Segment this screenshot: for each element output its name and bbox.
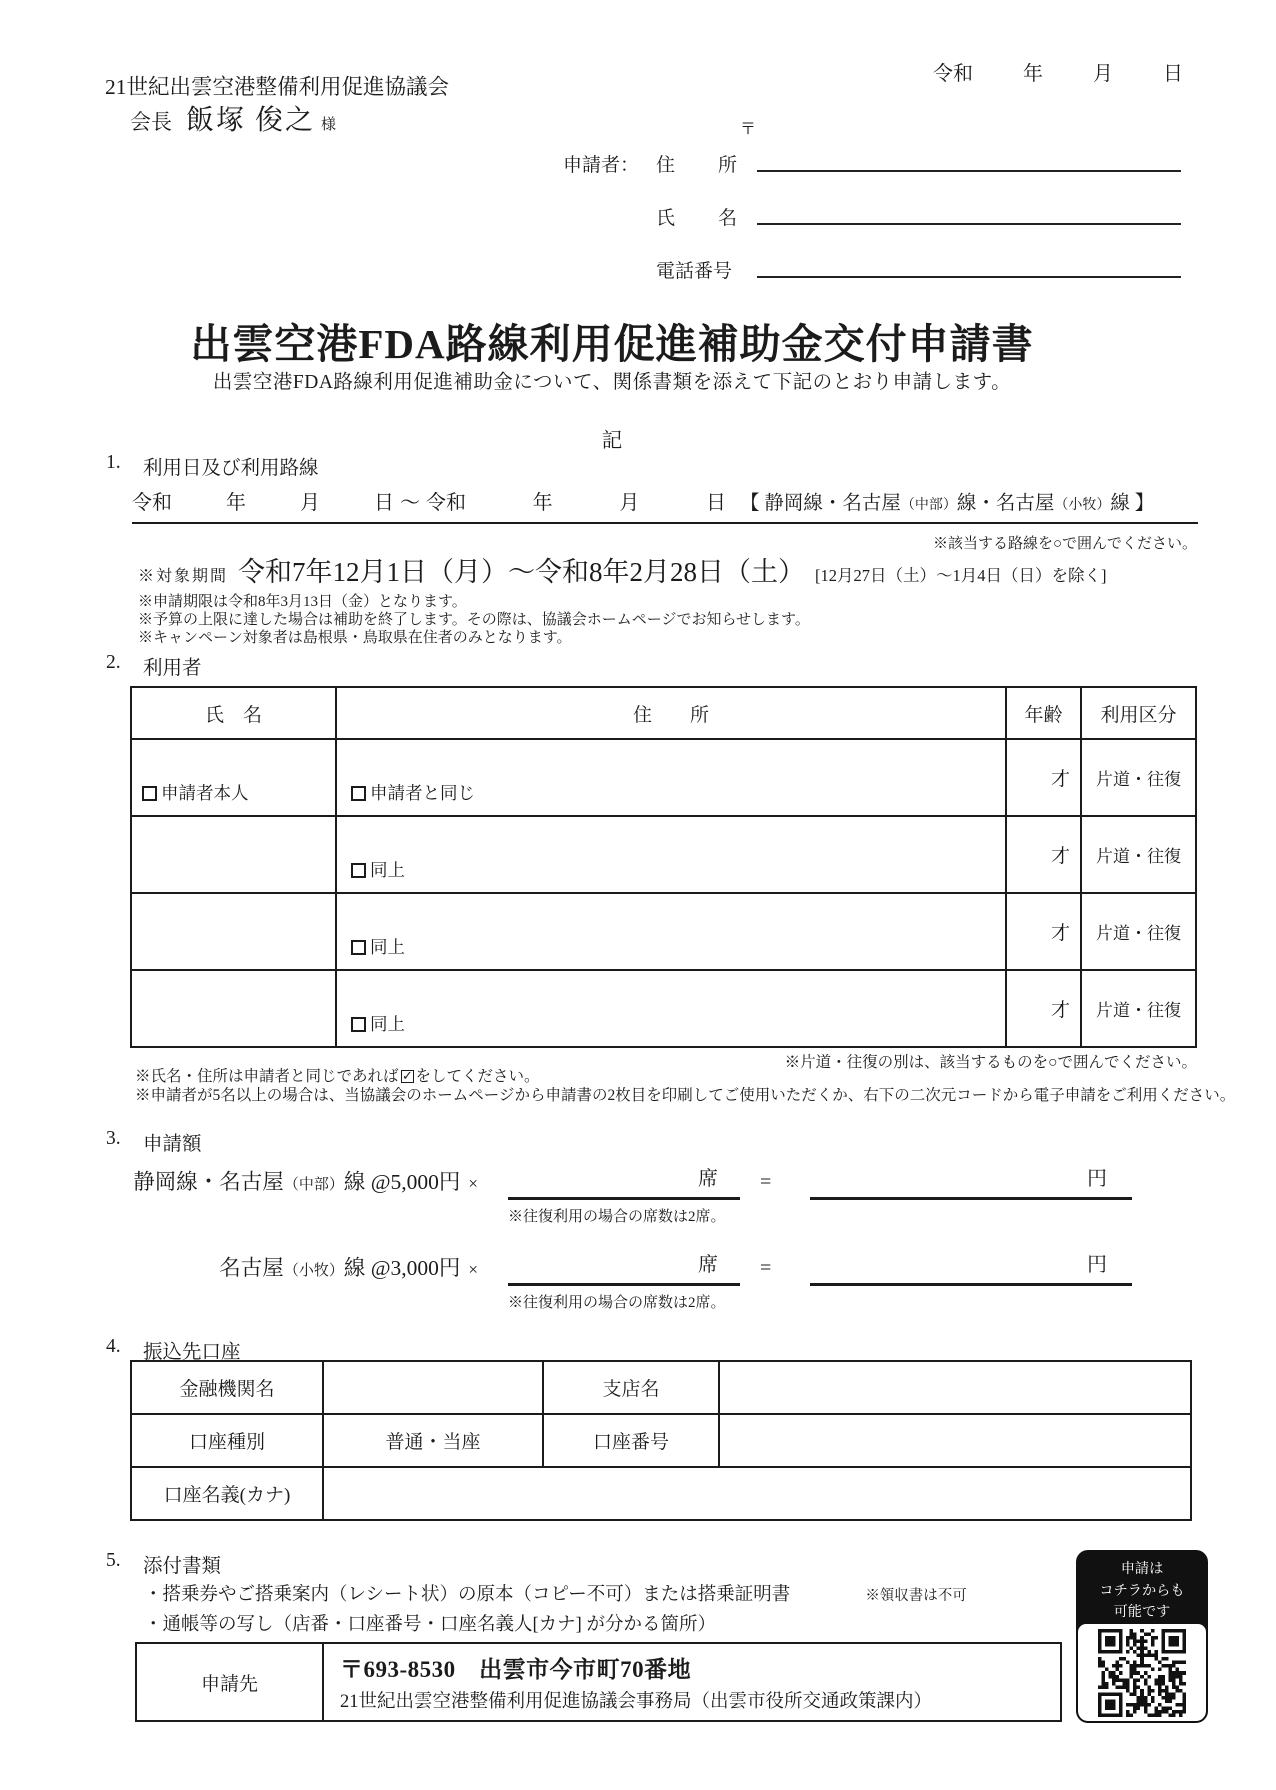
route-komaki-note: （小牧） — [1054, 498, 1111, 513]
address-input-line[interactable] — [757, 142, 1181, 172]
route-name: 名古屋 — [219, 1256, 284, 1280]
qr-code-container — [1078, 1624, 1206, 1721]
usage-date-route-line[interactable] — [132, 486, 1198, 524]
amount-row-nagoya-komaki — [130, 1242, 1140, 1311]
qr-badge-line2: コチラからも — [1099, 1582, 1185, 1599]
attachment-item-boarding-pass — [144, 1580, 967, 1606]
section5-heading: 添付書類 — [143, 1556, 222, 1577]
section1-heading: 利用日及び利用路線 — [143, 458, 319, 479]
account-number-input-cell[interactable] — [719, 1414, 1191, 1467]
day-label: 日 — [1163, 63, 1183, 85]
user-4-address-cell[interactable] — [336, 970, 1006, 1047]
address-field-label — [656, 150, 737, 177]
age-unit-label: 才 — [1050, 846, 1070, 867]
residency-note: ※キャンペーン対象者は島根県・鳥取県在住者のみとなります。 — [138, 630, 572, 646]
circle-category-note: ※片道・往復の別は、該当するものを○で囲んでください。 — [784, 1054, 1197, 1071]
year-label: 年 — [1023, 63, 1043, 85]
date-from-group — [132, 486, 394, 515]
tilde-separator: ～ — [400, 492, 420, 514]
route-options — [740, 487, 1154, 515]
category-options: 片道・往復 — [1096, 1001, 1181, 1020]
destination-label: 申請先 — [137, 1644, 324, 1720]
amount-input-line[interactable] — [810, 1242, 1132, 1286]
attachment-item-passbook-copy: ・通帳等の写し（店番・口座番号・口座名義人[カナ] が分かる箇所） — [144, 1615, 716, 1635]
equals-sign: = — [760, 1257, 772, 1279]
campaign-period-line — [138, 550, 1107, 589]
deadline-note: ※申請期限は令和8年3月13日（金）となります。 — [138, 594, 467, 610]
amount-route-label — [130, 1165, 478, 1196]
period-label: ※対象期間 — [138, 568, 229, 585]
name-field-label — [656, 203, 737, 230]
yen-unit-label: 円 — [1087, 1168, 1107, 1190]
circle-route-note: ※該当する路線を○で囲んでください。 — [932, 536, 1197, 552]
account-holder-label: 口座名義(カナ) — [131, 1467, 323, 1520]
era-label: 令和 — [426, 492, 466, 514]
bank-name-label: 金融機関名 — [131, 1361, 323, 1414]
user-2-name-cell[interactable] — [131, 816, 336, 893]
account-holder-input-cell[interactable] — [323, 1467, 1191, 1520]
user-4-age-cell[interactable] — [1006, 970, 1081, 1047]
route-suffix: 線 — [343, 1256, 366, 1280]
name-input-line[interactable] — [757, 195, 1181, 225]
user-1-category-cell — [1081, 739, 1196, 816]
seat-count-input-line[interactable] — [508, 1242, 740, 1286]
day-label: 日 — [374, 492, 394, 514]
checkbox-label-same-as-applicant: 申請者と同じ — [370, 783, 475, 803]
destination-postal-address: 〒693-8530 出雲市今市町70番地 — [340, 1657, 692, 1682]
qr-badge-line3: 可能です — [1113, 1604, 1171, 1621]
user-3-age-cell[interactable] — [1006, 893, 1081, 970]
user-3-address-cell[interactable] — [336, 893, 1006, 970]
section2-number: 2. — [106, 652, 121, 673]
yen-unit-label: 円 — [1087, 1254, 1107, 1276]
user-4-name-cell[interactable] — [131, 970, 336, 1047]
users-header-address: 住 所 — [336, 687, 1006, 739]
submission-destination-box — [135, 1642, 1062, 1722]
address-label-char1: 住 — [656, 155, 676, 176]
era-label: 令和 — [132, 492, 172, 514]
user-1-age-cell[interactable] — [1006, 739, 1081, 816]
route-chubu-note: （中部） — [900, 498, 957, 513]
day-label: 日 — [705, 492, 726, 514]
route-close-bracket: 線 】 — [1110, 493, 1155, 514]
users-header-name: 氏 名 — [131, 687, 336, 739]
user-3-name-cell[interactable] — [131, 893, 336, 970]
destination-address — [324, 1644, 1060, 1720]
year-label: 年 — [226, 492, 246, 514]
section4-heading: 振込先口座 — [143, 1342, 241, 1363]
multiply-sign: × — [468, 1260, 478, 1279]
equals-sign: = — [760, 1171, 772, 1193]
amount-input-line[interactable] — [810, 1156, 1132, 1200]
category-options: 片道・往復 — [1096, 847, 1181, 866]
month-label: 月 — [300, 492, 320, 514]
users-header-row — [131, 687, 1196, 739]
applicant-label: 申請者： — [563, 155, 640, 176]
checkbox-note-pre: ※氏名・住所は申請者と同じであれば — [135, 1068, 399, 1085]
checkbox-applicant-self[interactable] — [142, 786, 157, 801]
section3-number: 3. — [106, 1128, 121, 1149]
user-2-address-cell[interactable] — [336, 816, 1006, 893]
user-2-age-cell[interactable] — [1006, 816, 1081, 893]
budget-note: ※予算の上限に達した場合は補助を終了します。その際は、協議会ホームページでお知らせします。 — [138, 612, 810, 628]
user-1-address-cell[interactable] — [336, 739, 1006, 816]
user-3-category-cell — [1081, 893, 1196, 970]
five-or-more-note: ※申請者が5名以上の場合は、当協議会のホームページから申請書の2枚目を印刷してご使用いただくか、右下の二次元コードから電子申請をご利用ください。 — [135, 1087, 1236, 1104]
account-type-label: 口座種別 — [131, 1414, 323, 1467]
bank-name-input-cell[interactable] — [323, 1361, 543, 1414]
route-name-small: （中部） — [283, 1177, 344, 1193]
chairman-name: 飯塚 俊之 — [186, 105, 316, 136]
attachment-item-text: ・搭乗券やご搭乗案内（レシート状）の原本（コピー不可）または搭乗証明書 — [144, 1585, 791, 1605]
document-subtitle: 出雲空港FDA路線利用促進補助金について、関係書類を添えて下記のとおり申請します。 — [212, 372, 1012, 393]
year-label: 年 — [532, 492, 553, 514]
checkbox-ditto[interactable] — [351, 940, 366, 955]
section2-heading: 利用者 — [143, 658, 202, 679]
bank-row-2 — [131, 1414, 1191, 1467]
checkbox-ditto[interactable] — [351, 863, 366, 878]
honorific-sama: 様 — [321, 117, 337, 133]
category-options: 片道・往復 — [1096, 924, 1181, 943]
bank-row-3 — [131, 1467, 1191, 1520]
checked-checkbox-icon — [401, 1070, 414, 1083]
user-row-3 — [131, 893, 1196, 970]
users-table — [130, 686, 1197, 1048]
user-1-name-cell[interactable] — [131, 739, 336, 816]
account-type-options: 普通・当座 — [323, 1414, 543, 1467]
multiply-sign: × — [468, 1174, 478, 1193]
name-label-char2: 名 — [717, 208, 737, 229]
recipient-line — [130, 98, 336, 138]
roundtrip-seat-note: ※往復利用の場合の席数は2席。 — [508, 1209, 726, 1225]
document-title: 出雲空港FDA路線利用促進補助金交付申請書 — [190, 321, 1034, 367]
checkbox-label-applicant-self: 申請者本人 — [161, 783, 249, 803]
phone-field-label: 電話番号 — [656, 261, 733, 282]
qr-badge-line1: 申請は — [1120, 1561, 1164, 1577]
section3-heading: 申請額 — [143, 1134, 202, 1155]
age-unit-label: 才 — [1050, 1000, 1070, 1021]
issue-date-line — [933, 57, 1183, 86]
branch-name-input-cell[interactable] — [719, 1361, 1191, 1414]
age-unit-label: 才 — [1050, 923, 1070, 944]
unit-price: @3,000円 — [370, 1256, 461, 1280]
era-label: 令和 — [933, 63, 973, 85]
unit-price: @5,000円 — [370, 1170, 461, 1194]
date-to-group — [426, 486, 726, 515]
bank-account-table — [130, 1360, 1192, 1521]
seat-unit-label: 席 — [698, 1254, 718, 1276]
online-application-badge — [1076, 1550, 1208, 1723]
user-row-1 — [131, 739, 1196, 816]
destination-office-name: 21世紀出雲空港整備利用促進協議会事務局（出雲市役所交通政策課内） — [340, 1692, 933, 1712]
recipient-org-name: 21世紀出雲空港整備利用促進協議会 — [105, 75, 450, 99]
period-exclude-note: [12月27日（土）～1月4日（日）を除く] — [815, 566, 1107, 585]
chairman-title: 会長 — [130, 110, 172, 134]
qr-badge-text — [1078, 1552, 1206, 1624]
seat-unit-label: 席 — [698, 1168, 718, 1190]
branch-name-label: 支店名 — [543, 1361, 719, 1414]
route-name: 静岡線・名古屋 — [133, 1170, 284, 1194]
month-label: 月 — [619, 492, 640, 514]
route-option-shizuoka: 【 静岡線・名古屋 — [740, 493, 901, 514]
amount-route-label — [130, 1251, 478, 1282]
seat-count-input-line[interactable] — [508, 1156, 740, 1200]
checkbox-label-ditto: 同上 — [370, 1014, 405, 1034]
period-value: 令和7年12月1日（月）～令和8年2月28日（土） — [238, 557, 806, 587]
user-row-4 — [131, 970, 1196, 1047]
category-options: 片道・往復 — [1096, 770, 1181, 789]
amount-row-shizuoka-chubu — [130, 1156, 1140, 1225]
age-unit-label: 才 — [1050, 769, 1070, 790]
name-label-char1: 氏 — [656, 208, 676, 229]
checkbox-label-ditto: 同上 — [370, 937, 405, 957]
section4-number: 4. — [106, 1336, 121, 1357]
route-suffix: 線 — [343, 1170, 366, 1194]
record-mark: 記 — [601, 430, 623, 452]
section1-number: 1. — [106, 452, 121, 473]
checkbox-label-ditto: 同上 — [370, 860, 405, 880]
users-header-age: 年齢 — [1006, 687, 1081, 739]
user-2-category-cell — [1081, 816, 1196, 893]
users-header-category: 利用区分 — [1081, 687, 1196, 739]
roundtrip-seat-note: ※往復利用の場合の席数は2席。 — [508, 1295, 726, 1311]
month-label: 月 — [1093, 63, 1113, 85]
account-number-label: 口座番号 — [543, 1414, 719, 1467]
checkbox-note-post: をしてください。 — [415, 1068, 540, 1085]
no-receipt-note: ※領収書は不可 — [865, 1588, 967, 1604]
user-row-2 — [131, 816, 1196, 893]
phone-input-line[interactable] — [757, 248, 1181, 278]
checkbox-same-as-applicant[interactable] — [351, 786, 366, 801]
checkbox-ditto[interactable] — [351, 1017, 366, 1032]
qr-code — [1098, 1629, 1186, 1717]
user-4-category-cell — [1081, 970, 1196, 1047]
route-name-small: （小牧） — [283, 1263, 344, 1279]
section5-number: 5. — [106, 1550, 121, 1571]
postal-mark: 〒 — [740, 121, 757, 138]
route-option-nagoya: 線・名古屋 — [956, 493, 1055, 514]
bank-row-1 — [131, 1361, 1191, 1414]
address-label-char2: 所 — [717, 155, 737, 176]
